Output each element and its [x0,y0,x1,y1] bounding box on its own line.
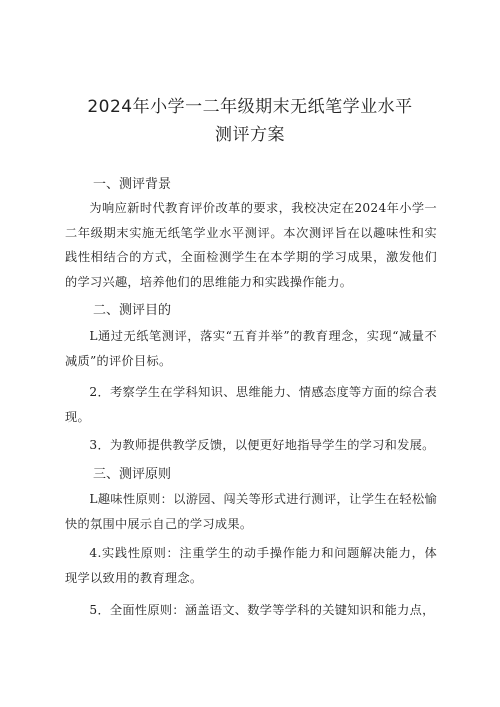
section-heading-purpose: 二、测评目的 [93,303,172,318]
section-heading-principles: 三、测评原则 [93,467,172,482]
document-title-line2: 测评方案 [215,125,285,145]
section-heading-background: 一、测评背景 [93,177,172,192]
purpose-item-3: 3．为教师提供教学反馈，以便更好地指导学生的学习和发展。 [89,438,435,452]
principle-item-2: 4.实践性原则：注重学生的动手操作能力和问题解决能力，体现学以致用的教育理念。 [65,546,437,585]
principle-item-3: 5．全面性原则：涵盖语文、数学等学科的关键知识和能力点， [89,603,435,617]
principle-item-1: L趣味性原则：以游园、闯关等形式进行测评，让学生在轻松愉快的氛围中展示自己的学习成果。 [65,492,437,531]
document-title-line1: 2024年小学一二年级期末无纸笔学业水平 [87,97,413,117]
background-paragraph: 为响应新时代教育评价改革的要求，我校决定在2024年小学一二年级期末实施无纸笔学业水平测评。本次测评旨在以趣味性和实践性相结合的方式，全面检测学生在本学期的学习成果，激发他们的学习兴趣，培养他们的思维能力和实践操作能力。 [65,201,437,289]
purpose-item-1: L通过无纸笔测评，落实“五育并举”的教育理念，实现“减量不减质”的评价目标。 [65,329,437,368]
purpose-item-2: 2．考察学生在学科知识、思维能力、情感态度等方面的综合表现。 [65,385,437,424]
